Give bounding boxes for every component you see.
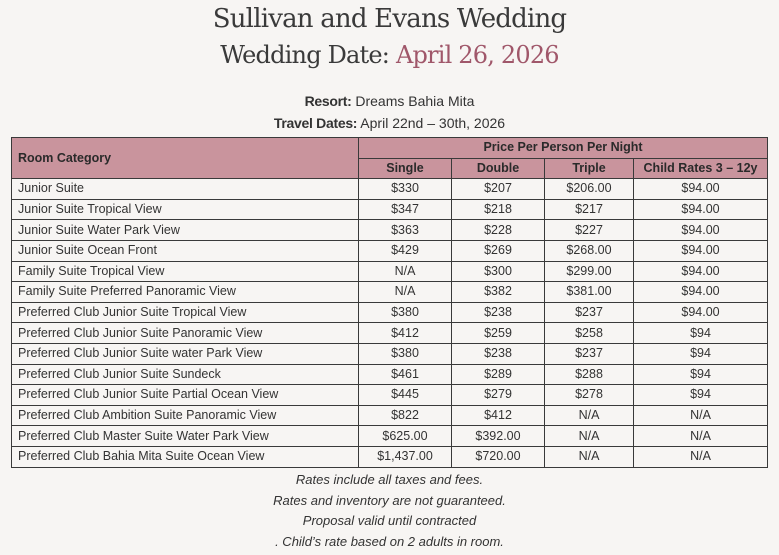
room-name-cell: Preferred Club Junior Suite water Park View bbox=[12, 343, 359, 364]
room-name-cell: Preferred Club Ambition Suite Panoramic View bbox=[12, 405, 359, 426]
double-rate-cell: $228 bbox=[452, 220, 545, 241]
double-rate-cell: $238 bbox=[452, 343, 545, 364]
table-row bbox=[12, 220, 768, 241]
resort-value: Dreams Bahia Mita bbox=[355, 93, 475, 109]
single-rate-cell: N/A bbox=[359, 261, 452, 282]
travel-dates-line bbox=[0, 114, 779, 132]
triple-column-header: Triple bbox=[545, 158, 634, 179]
triple-rate-cell: $381.00 bbox=[545, 282, 634, 303]
child-rate-cell: $94 bbox=[634, 323, 768, 344]
triple-rate-cell: $227 bbox=[545, 220, 634, 241]
room-category-header: Room Category bbox=[12, 138, 359, 179]
double-rate-cell: $238 bbox=[452, 302, 545, 323]
child-rate-cell: N/A bbox=[634, 446, 768, 467]
child-rate-cell: $94.00 bbox=[634, 240, 768, 261]
note-taxes: Rates include all taxes and fees. bbox=[295, 472, 484, 487]
table-row bbox=[12, 323, 768, 344]
single-rate-cell: $412 bbox=[359, 323, 452, 344]
single-rate-cell: $445 bbox=[359, 385, 452, 406]
triple-rate-cell: N/A bbox=[545, 405, 634, 426]
note-child-rate: . Child’s rate based on 2 adults in room. bbox=[275, 533, 504, 549]
triple-rate-cell: $258 bbox=[545, 323, 634, 344]
triple-rate-cell: $299.00 bbox=[545, 261, 634, 282]
room-name-cell: Preferred Club Junior Suite Sundeck bbox=[12, 364, 359, 385]
page-title: Sullivan and Evans Wedding bbox=[212, 4, 567, 34]
resort-line bbox=[0, 92, 779, 110]
table-row bbox=[12, 302, 768, 323]
single-rate-cell: $461 bbox=[359, 364, 452, 385]
price-group-header: Price Per Person Per Night bbox=[359, 138, 768, 159]
table-row bbox=[12, 261, 768, 282]
triple-rate-cell: $278 bbox=[545, 385, 634, 406]
room-rates-table bbox=[11, 137, 768, 468]
triple-rate-cell: $206.00 bbox=[545, 179, 634, 200]
double-rate-cell: $720.00 bbox=[452, 446, 545, 467]
child-rate-cell: $94.00 bbox=[634, 199, 768, 220]
double-rate-cell: $412 bbox=[452, 405, 545, 426]
double-rate-cell: $279 bbox=[452, 385, 545, 406]
table-row bbox=[12, 426, 768, 447]
note-proposal: Proposal valid until contracted bbox=[302, 513, 477, 528]
room-name-cell: Preferred Club Bahia Mita Suite Ocean View bbox=[12, 446, 359, 467]
table-row bbox=[12, 446, 768, 467]
single-rate-cell: $625.00 bbox=[359, 426, 452, 447]
triple-rate-cell: $237 bbox=[545, 302, 634, 323]
room-name-cell: Junior Suite Water Park View bbox=[12, 220, 359, 241]
room-name-cell: Preferred Club Junior Suite Partial Ocean View bbox=[12, 385, 359, 406]
room-name-cell: Junior Suite Tropical View bbox=[12, 199, 359, 220]
table-row bbox=[12, 240, 768, 261]
room-name-cell: Preferred Club Master Suite Water Park View bbox=[12, 426, 359, 447]
rate-notes bbox=[0, 470, 779, 552]
child-rate-cell: $94.00 bbox=[634, 302, 768, 323]
table-row bbox=[12, 385, 768, 406]
table-row bbox=[12, 364, 768, 385]
single-rate-cell: $347 bbox=[359, 199, 452, 220]
single-rate-cell: $429 bbox=[359, 240, 452, 261]
child-rate-cell: $94 bbox=[634, 343, 768, 364]
single-rate-cell: $822 bbox=[359, 405, 452, 426]
single-rate-cell: N/A bbox=[359, 282, 452, 303]
child-rate-column-header: Child Rates 3 – 12y bbox=[634, 158, 768, 179]
single-rate-cell: $1,437.00 bbox=[359, 446, 452, 467]
child-rate-cell: $94 bbox=[634, 385, 768, 406]
single-column-header: Single bbox=[359, 158, 452, 179]
single-rate-cell: $380 bbox=[359, 343, 452, 364]
child-rate-cell: N/A bbox=[634, 405, 768, 426]
table-row bbox=[12, 282, 768, 303]
room-name-cell: Family Suite Tropical View bbox=[12, 261, 359, 282]
child-rate-cell: $94.00 bbox=[634, 220, 768, 241]
child-rate-cell: $94.00 bbox=[634, 282, 768, 303]
table-row bbox=[12, 179, 768, 200]
room-name-cell: Preferred Club Junior Suite Tropical View bbox=[12, 302, 359, 323]
double-rate-cell: $259 bbox=[452, 323, 545, 344]
resort-label: Resort: bbox=[304, 93, 352, 109]
double-rate-cell: $382 bbox=[452, 282, 545, 303]
double-rate-cell: $392.00 bbox=[452, 426, 545, 447]
double-column-header: Double bbox=[452, 158, 545, 179]
note-inventory: Rates and inventory are not guaranteed. bbox=[273, 492, 506, 508]
child-rate-cell: $94.00 bbox=[634, 179, 768, 200]
single-rate-cell: $380 bbox=[359, 302, 452, 323]
double-rate-cell: $207 bbox=[452, 179, 545, 200]
travel-dates-label: Travel Dates: bbox=[273, 115, 358, 131]
triple-rate-cell: N/A bbox=[545, 426, 634, 447]
child-rate-cell: $94 bbox=[634, 364, 768, 385]
triple-rate-cell: $268.00 bbox=[545, 240, 634, 261]
double-rate-cell: $289 bbox=[452, 364, 545, 385]
triple-rate-cell: $288 bbox=[545, 364, 634, 385]
room-name-cell: Preferred Club Junior Suite Panoramic View bbox=[12, 323, 359, 344]
table-row bbox=[12, 199, 768, 220]
triple-rate-cell: N/A bbox=[545, 446, 634, 467]
single-rate-cell: $330 bbox=[359, 179, 452, 200]
single-rate-cell: $363 bbox=[359, 220, 452, 241]
table-header-row bbox=[12, 138, 768, 159]
double-rate-cell: $269 bbox=[452, 240, 545, 261]
room-name-cell: Family Suite Preferred Panoramic View bbox=[12, 282, 359, 303]
table-row bbox=[12, 343, 768, 364]
triple-rate-cell: $217 bbox=[545, 199, 634, 220]
child-rate-cell: N/A bbox=[634, 426, 768, 447]
table-row bbox=[12, 405, 768, 426]
room-name-cell: Junior Suite bbox=[12, 179, 359, 200]
double-rate-cell: $218 bbox=[452, 199, 545, 220]
wedding-date bbox=[0, 38, 779, 72]
room-name-cell: Junior Suite Ocean Front bbox=[12, 240, 359, 261]
double-rate-cell: $300 bbox=[452, 261, 545, 282]
wedding-date-value: April 26, 2026 bbox=[395, 41, 559, 69]
travel-dates-value: April 22nd – 30th, 2026 bbox=[360, 115, 506, 131]
wedding-date-label: Wedding Date: bbox=[220, 41, 390, 69]
triple-rate-cell: $237 bbox=[545, 343, 634, 364]
child-rate-cell: $94.00 bbox=[634, 261, 768, 282]
